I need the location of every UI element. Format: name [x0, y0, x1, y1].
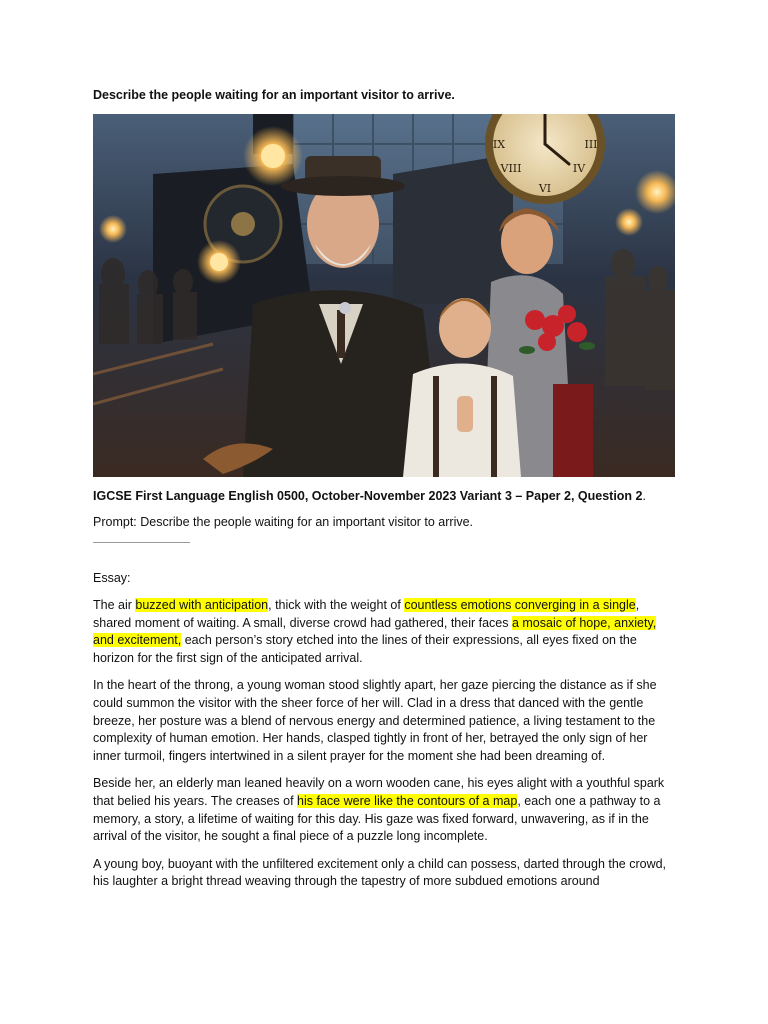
essay-label: Essay: — [93, 571, 131, 585]
text-segment: each person’s story etched into the lines of their expressions, all eyes fixed on the horizon for the first sign of the anticipated arrival. — [93, 633, 637, 665]
highlighted-phrase: countless emotions converging in a single — [404, 598, 636, 612]
essay-paragraph — [93, 597, 675, 667]
text-segment: , thick with the weight of — [268, 598, 405, 612]
svg-text:III: III — [584, 138, 598, 151]
text-segment: Beside her, an elderly man leaned heavily on a worn wooden cane, his eyes alight with a youthful spark that belied his years. The creases of — [93, 776, 665, 808]
text-segment: The air — [93, 598, 136, 612]
svg-text:IV: IV — [572, 162, 586, 175]
prompt-line: Prompt: Describe the people waiting for an important visitor to arrive. — [93, 515, 474, 529]
source-caption-bold: IGCSE First Language English 0500, October-November 2023 Variant 3 – Paper 2, Question 2 — [93, 489, 643, 503]
svg-text:VIII: VIII — [500, 162, 522, 175]
highlighted-phrase: a mosaic of hope, anxiety, and excitement, — [93, 615, 657, 648]
essay-paragraph — [93, 856, 675, 891]
text-segment: , each one a pathway to a memory, a story, a lifetime of waiting for this day. His gaze was fixed forward, unwavering, as if in the arrival of the visitor, he sought a final piece of a puzzle long incomplete. — [93, 793, 661, 844]
text-segment: A young boy, buoyant with the unfiltered excitement only a child can possess, darted through the crowd, his laughter a bright thread weaving through the tapestry of more subdued emotions around — [93, 856, 667, 889]
essay-paragraph — [93, 775, 675, 845]
question-heading: Describe the people waiting for an important visitor to arrive. — [93, 88, 455, 102]
highlighted-phrase: buzzed with anticipation — [135, 598, 269, 612]
source-caption — [93, 489, 646, 503]
highlighted-phrase: his face were like the contours of a map — [297, 793, 518, 808]
text-segment: In the heart of the throng, a young woman stood slightly apart, her gaze piercing the distance as if she could summon the visitor with the sheer force of her will. Clad in a dress that danced with the gentle breeze, her posture was a blend of nervous energy and determined patience, a living testament to the complexity of human emotion. Her hands, clasped tightly in front of her, betrayed the only sign of her inner turmoil, fingers intertwined in a silent prayer for the moment she had been dreaming of. — [93, 678, 657, 763]
essay-paragraph — [93, 677, 675, 765]
svg-text:VI: VI — [538, 182, 552, 195]
station-illustration — [93, 114, 675, 477]
text-segment: , shared moment of waiting. A small, diverse crowd had gathered, their faces — [93, 598, 640, 630]
essay-body — [93, 597, 675, 901]
divider — [93, 542, 190, 543]
source-caption-end: . — [642, 489, 646, 503]
svg-text:IX: IX — [492, 138, 506, 151]
